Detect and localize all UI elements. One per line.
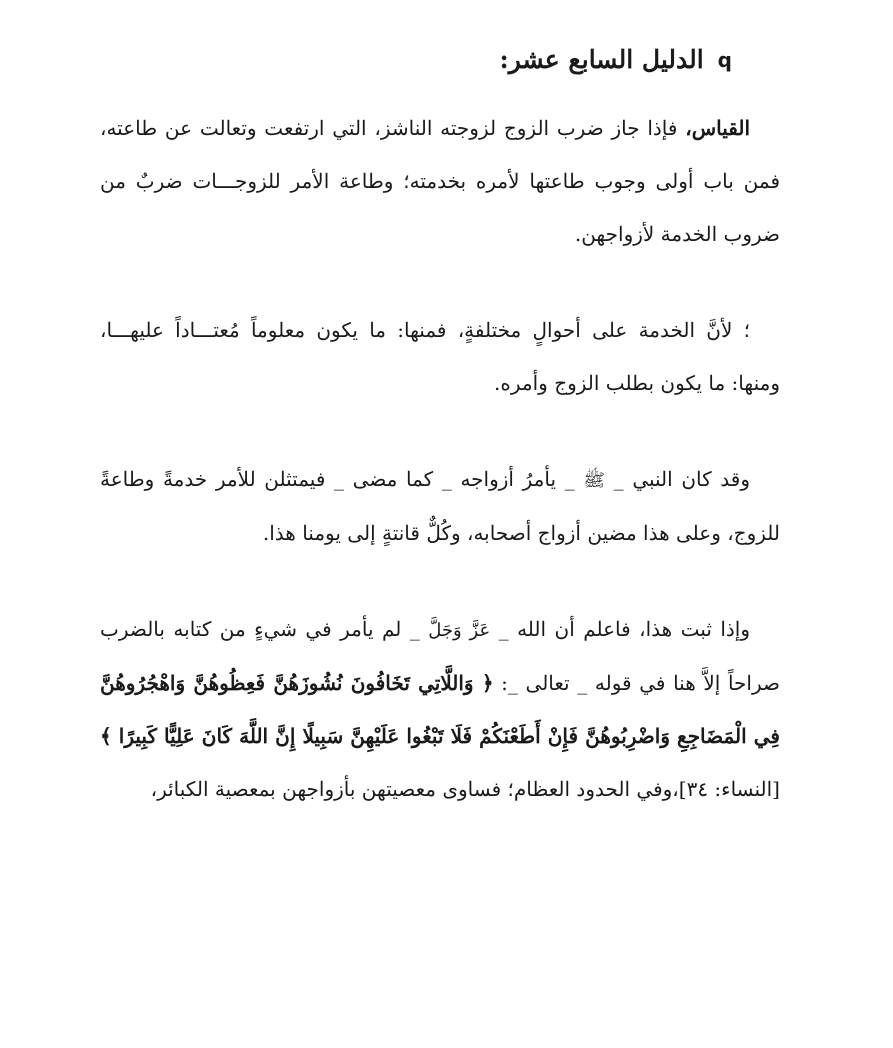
bullet-icon: q — [717, 48, 732, 72]
salawat-honorific: ﷺ — [583, 470, 606, 491]
paragraph-analogy — [100, 102, 780, 261]
paragraph-quran-evidence — [100, 603, 780, 816]
heading-title: الدليل السابع عشر: — [499, 45, 704, 74]
verse-reference: [النساء: ٣٤] — [678, 777, 780, 801]
paragraph-service-kinds — [100, 304, 780, 410]
paragraph-gap — [100, 410, 780, 453]
paragraph-text-end: ،وفي الحدود العظام؛ فساوى معصيتهن بأزواجهن بمعصية الكبائر، — [150, 777, 679, 801]
paragraph-text-start: وإذا ثبت هذا، فاعلم أن الله _ — [490, 617, 751, 641]
paragraph-text-middle: _ لم يأمر في شيءٍ من كتابه بالضرب صراحاً إلاَّ هنا في قوله _ تعالى _: — [100, 617, 780, 695]
paragraph-lead-term: القياس، — [685, 116, 750, 140]
paragraph-prophet-example — [100, 453, 780, 560]
document-page — [100, 40, 780, 816]
paragraph-text: فإذا جاز ضرب الزوج لزوجته الناشز، التي ارتفعت وتعالت عن طاعته، فمن باب أولى وجوب طاعتها لأمره بخدمته؛ وطاعة الأمر للزوجـــات ضربٌ من ضروب الخدمة لأزواجهن. — [100, 116, 780, 246]
paragraph-text-end: _ يأمرُ أزواجه _ كما مضى _ فيمتثلن للأمر خدمةً وطاعةً للزوج، وعلى هذا مضين أزواج أصحابه، وكُلٌّ قانتةٍ إلى يومنا هذا. — [100, 467, 780, 545]
paragraph-text: ؛ لأنَّ الخدمة على أحوالٍ مختلفةٍ، فمنها: ما يكون معلوماً مُعتـــاداً عليهـــا، ومنها: ما يكون بطلب الزوج وأمره. — [100, 318, 780, 395]
quran-verse: ﴿ وَاللَّاتِي تَخَافُونَ نُشُوزَهُنَّ فَعِظُوهُنَّ وَاهْجُرُوهُنَّ فِي الْمَضَاجِعِ وَاضْرِبُوهُنَّ فَإِنْ أَطَعْنَكُمْ فَلَا تَبْغُوا عَلَيْهِنَّ سَبِيلًا إِنَّ اللَّهَ كَانَ عَلِيًّا كَبِيرًا ﴾ — [100, 671, 780, 748]
azza-wa-jalla-honorific: عَزَّ وَجَلَّ — [428, 620, 491, 641]
paragraph-gap — [100, 261, 780, 304]
paragraph-gap — [100, 560, 780, 603]
section-heading — [100, 40, 780, 80]
paragraph-text-start: وقد كان النبي _ — [605, 467, 750, 491]
